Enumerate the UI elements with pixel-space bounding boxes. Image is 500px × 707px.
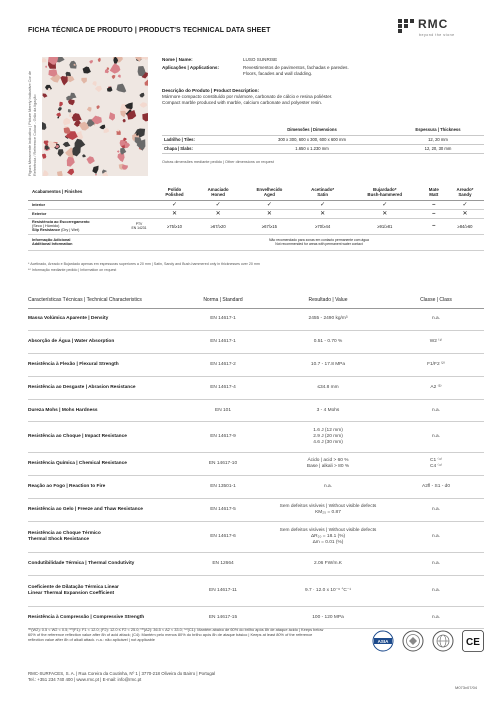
tech-characteristic: Reação ao Fogo | Reaction to Fire [28, 476, 178, 499]
terrazzo-chip [57, 116, 59, 118]
table-row [28, 476, 484, 499]
tech-characteristic: Resistência ao Choque Térmico Thermal Shock Resistance [28, 521, 178, 552]
exterior-mark: ✕ [298, 209, 348, 218]
terrazzo-chip [116, 84, 126, 93]
tech-class: W2 ⁽¹⁾ [388, 331, 484, 354]
tech-characteristic: Coeficiente de Dilatação Térmica Linear Linear Thermal Expansion Coefficient [28, 575, 178, 606]
slip-standard: PTV EN 14231 [124, 218, 154, 234]
terrazzo-chip [67, 169, 74, 175]
terrazzo-chip [104, 128, 110, 133]
tech-characteristic: Resistência à Compressão | Compressive Strength [28, 606, 178, 629]
tech-standard: EN 14617-10 [178, 453, 268, 476]
applications-row [162, 65, 219, 70]
product-sample-image [42, 57, 148, 176]
exterior-mark: ✕ [154, 209, 195, 218]
quality-seal-icon [402, 630, 424, 652]
tech-characteristic: Condutibilidade Térmica | Thermal Condutivity [28, 552, 178, 575]
terrazzo-chip [92, 166, 98, 174]
slip-value: ≥91/≥81 [348, 218, 422, 234]
terrazzo-chip [123, 119, 126, 123]
product-name: LUSO SUNRISE [243, 57, 278, 62]
tech-standard: EN 14617-15 [178, 606, 268, 629]
finishes-note-request: ** Informação mediante pedido | Information on request [28, 268, 117, 272]
terrazzo-chip [42, 58, 47, 63]
terrazzo-chip [87, 107, 92, 112]
terrazzo-chip [76, 131, 83, 140]
brand-name: RMC [418, 17, 449, 31]
exterior-label: Exterior [28, 209, 124, 218]
table-row [28, 453, 484, 476]
tech-standard: EN 101 [178, 399, 268, 422]
tech-characteristic: Resistência ao Gelo | Freeze and Thaw Resistance [28, 499, 178, 522]
product-name-label: Nome | Name: [162, 57, 193, 62]
tech-value: 3 - 4 Mohs [268, 399, 388, 422]
terrazzo-chip [87, 156, 95, 164]
tech-header-class: Classe | Class [388, 292, 484, 308]
exterior-mark: ✕ [348, 209, 422, 218]
tech-class: C1 ⁽⁴⁾ C4 ⁽⁴⁾ [388, 453, 484, 476]
terrazzo-chip [124, 142, 130, 148]
tech-standard: EN 14617-4 [178, 376, 268, 399]
tech-value: 2455 - 2490 kg/m³ [268, 308, 388, 331]
table-row [28, 376, 484, 399]
tech-value: n.a. [268, 476, 388, 499]
terrazzo-chip [64, 127, 71, 134]
terrazzo-chip [59, 102, 63, 107]
dimensions-table [162, 124, 484, 154]
tech-value: 9.7 · 12.0 x 10⁻⁶ °C⁻¹ [268, 575, 388, 606]
table-row [162, 144, 484, 153]
table-row [28, 521, 484, 552]
tech-characteristic: Absorção de Água | Water Absorption [28, 331, 178, 354]
terrazzo-chip [140, 102, 148, 108]
terrazzo-chip [71, 113, 82, 121]
terrazzo-chip [83, 67, 91, 74]
table-row [28, 209, 484, 218]
table-row [28, 552, 484, 575]
terrazzo-chip [95, 174, 97, 176]
certification-badges [372, 630, 484, 662]
company-contact: Tel.: +351 234 740 400 | www.rmc.pt | E-mail: info@rmc.pt [28, 677, 142, 682]
exterior-mark: ✕ [241, 209, 297, 218]
globe-seal-icon [432, 630, 454, 652]
tech-class: A2 ⁽³⁾ [388, 376, 484, 399]
tech-standard: EN 14617-11 [178, 575, 268, 606]
tech-characteristic: Resistência à Flexão | Flexural Strength [28, 354, 178, 377]
interior-mark: ✓ [446, 200, 484, 209]
tech-class: n.a. [388, 422, 484, 453]
description-pt: Mármore compacto constituído por mármore, carbonato de cálcio e resina poliéster. [162, 94, 333, 100]
terrazzo-chip [69, 113, 73, 118]
terrazzo-pattern-image [42, 57, 148, 176]
dim-row-label: Chapa | Slabs: [162, 144, 232, 153]
tech-characteristic: Massa Volúmica Aparente | Density [28, 308, 178, 331]
table-row [28, 234, 484, 250]
rmc-logo-icon [398, 19, 414, 33]
table-row [28, 354, 484, 377]
interior-mark: ✓ [298, 200, 348, 209]
table-row [28, 606, 484, 629]
terrazzo-chip [63, 118, 70, 126]
footnotes: ⁽¹⁾(W2): 0.5 < W2 < 0.5; ⁽²⁾(F1): F1 < 12.0; (F2): 12.0 ≤ F2 < 25.0; ⁽³⁾(A2): 36.5 < A2 < 33.0; ⁽⁴⁾(C1): Mantém abaixo de 60% do brilho após 8h de ataque ácido | Keeps below 60% of the reference reflection value after 8h of acid attack; (C4): Mantém pelo menos 80% do brilho após 8h de ataque básico | Keeps at least 80% of the reference reflection value after 8h of alkali attack. n.a.: não aplicável | not applicable [28, 627, 324, 642]
tech-class: n.a. [388, 521, 484, 552]
table-row [28, 575, 484, 606]
terrazzo-chip [63, 142, 71, 147]
applications-pt: Revestimentos de pavimentos, fachadas e paredes. [243, 65, 349, 70]
table-row [162, 135, 484, 144]
terrazzo-chip [42, 154, 46, 159]
finish-col-1: Amaciado Honed [195, 184, 241, 200]
terrazzo-chip [67, 157, 75, 167]
finishes-note: * Acetinado, Areado e Bujardado apenas em espessuras superiores a 20 mm | Satin, Sandy and Bush-hammered only in thicknesses over 20 mm [28, 262, 260, 266]
terrazzo-chip [72, 146, 80, 157]
terrazzo-chip [56, 113, 61, 118]
tech-standard: EN 14617-6 [178, 521, 268, 552]
dim-row-dim: 1.650 x 1.230 mm [232, 144, 392, 153]
tech-standard: EN 14617-2 [178, 354, 268, 377]
slip-label: Resistência ao Escorregamento (Seco | Húmido) Slip Resistance (Dry | Wet) [28, 218, 124, 234]
terrazzo-chip [68, 109, 71, 112]
technical-table [28, 292, 484, 309]
terrazzo-chip [82, 154, 86, 157]
terrazzo-chip [117, 129, 119, 131]
slip-value: ≥67/≥15 [241, 218, 297, 234]
asia-badge-text: ASIA [377, 638, 389, 644]
dimensions-blank-header [162, 124, 232, 135]
terrazzo-chip [42, 122, 46, 130]
tech-characteristic: Resistência ao Desgaste | Abrasion Resistance [28, 376, 178, 399]
tech-header-characteristics: Características Técnicas | Technical Characteristics [28, 292, 178, 308]
interior-mark: – [422, 200, 446, 209]
table-row [28, 308, 484, 331]
slip-value: ≥70/≥44 [298, 218, 348, 234]
slip-value: ≥75/≥10 [154, 218, 195, 234]
terrazzo-chip [109, 112, 115, 120]
description-en: Compact marble produced with marble, calcium carbonate and polyester resin. [162, 100, 323, 106]
terrazzo-chip [117, 150, 120, 152]
interior-label: Interior [28, 200, 124, 209]
tech-header-standard: Norma | Standard [178, 292, 268, 308]
terrazzo-chip [98, 58, 101, 62]
description-label: Descrição do Produto | Product Description: [162, 88, 260, 93]
terrazzo-chip [99, 125, 105, 130]
tech-standard: EN 12664 [178, 552, 268, 575]
table-row [28, 422, 484, 453]
tech-value: 2.06 FW/m.K [268, 552, 388, 575]
terrazzo-chip [58, 107, 62, 111]
thickness-header: Espessura | Thickness [392, 124, 484, 135]
technical-rows [28, 308, 484, 629]
other-dimensions-note: Outras dimensões mediante pedido | Other dimensions on request [162, 160, 274, 164]
terrazzo-chip [89, 60, 93, 64]
terrazzo-chip [43, 93, 48, 97]
terrazzo-chip [60, 76, 67, 86]
tech-class: n.a. [388, 499, 484, 522]
exterior-mark: ✕ [446, 209, 484, 218]
terrazzo-chip [92, 81, 96, 86]
slip-value: – [422, 218, 446, 234]
tech-value: Sem defeitos visíveis | Without visible defects KM₂₅ = 0.87 [268, 499, 388, 522]
tech-value: ≤34.8 mm [268, 376, 388, 399]
tech-class: n.a. [388, 308, 484, 331]
interior-mark: ✓ [348, 200, 422, 209]
company-footer [28, 671, 215, 683]
dimensions-header: Dimensões | Dimensions [232, 124, 392, 135]
terrazzo-chip [81, 78, 87, 84]
tech-class: A2fl - S1 - d0 [388, 476, 484, 499]
table-row [28, 399, 484, 422]
tech-characteristic: Resistência Química | Chemical Resistance [28, 453, 178, 476]
tech-value: 0.51 - 0.70 % [268, 331, 388, 354]
terrazzo-chip [145, 57, 148, 60]
tech-standard: EN 13501-1 [178, 476, 268, 499]
exterior-mark: ✕ [195, 209, 241, 218]
exterior-mark: – [422, 209, 446, 218]
terrazzo-chip [95, 86, 102, 92]
slip-value: ≥84/≥60 [446, 218, 484, 234]
tech-class: n.a. [388, 399, 484, 422]
applications-text [243, 65, 349, 77]
tech-value: 100 - 120 MPa [268, 606, 388, 629]
finish-col-5: Mate Matt [422, 184, 446, 200]
table-row [28, 200, 484, 209]
finish-col-6: Areado* Sandy [446, 184, 484, 200]
tech-characteristic: Resistência ao Choque | Impact Resistance [28, 422, 178, 453]
terrazzo-chip [45, 66, 47, 68]
finish-col-0: Polido Polished [154, 184, 195, 200]
dim-row-label: Ladrilho | Tiles: [162, 135, 232, 144]
applications-en: Floors, facades and wall cladding. [243, 71, 313, 76]
tech-standard: EN 14617-1 [178, 308, 268, 331]
applications-label: Aplicações | Applications: [162, 65, 220, 70]
terrazzo-chip [110, 63, 121, 74]
terrazzo-chip [120, 111, 126, 118]
tech-value: 1.6 J (12 mm) 2.9 J (20 mm) 4.6 J (30 mm) [268, 422, 388, 453]
terrazzo-chip [97, 105, 100, 109]
dim-row-dim: 300 x 300, 600 x 300, 600 x 600 mm [232, 135, 392, 144]
tech-value: Ácido | acid > 60 % Base | alkali > 80 % [268, 453, 388, 476]
terrazzo-chip [112, 75, 116, 79]
terrazzo-chip [57, 171, 63, 176]
terrazzo-chip [145, 80, 149, 86]
terrazzo-chip [107, 87, 113, 92]
interior-mark: ✓ [241, 200, 297, 209]
tech-class: n.a. [388, 552, 484, 575]
tech-standard: EN 14617-5 [178, 499, 268, 522]
table-row [28, 218, 484, 234]
interior-mark: ✓ [195, 200, 241, 209]
tech-standard: EN 14617-9 [178, 422, 268, 453]
tech-characteristic: Dureza Mohs | Mohs Hardness [28, 399, 178, 422]
additional-info-label: Informação Adicional Additional Information [28, 234, 124, 250]
table-row [28, 499, 484, 522]
tech-value: Sem defeitos visíveis | Without visible defects ΔR₂₀ = 18.1 (%) Δm = 0.01 (%) [268, 521, 388, 552]
slip-value: ≥67/≥20 [195, 218, 241, 234]
photo-caption: Figura Meramente Indicativa | Picture Merely Indicative Cor de Referência / Reference Colour - Grão da ligação [28, 70, 37, 176]
interior-mark: ✓ [154, 200, 195, 209]
product-name-row [162, 57, 193, 62]
tech-standard: EN 14617-1 [178, 331, 268, 354]
page-title: FICHA TÉCNICA DE PRODUTO | PRODUCT'S TECHNICAL DATA SHEET [28, 27, 271, 34]
company-address: RMC-SURFACES, S. A. | Rua Coreira da Coutinha, Nº 1 | 3770-218 Oliveira do Bairro | Portugal [28, 671, 216, 676]
ce-mark-text: CE [466, 637, 480, 648]
terrazzo-chip [117, 153, 124, 163]
terrazzo-chip [118, 75, 121, 78]
finishes-std-header [124, 184, 154, 200]
description-block [162, 88, 332, 107]
terrazzo-chip [58, 149, 64, 157]
tech-class: n.a. [388, 606, 484, 629]
ce-mark-icon [462, 630, 484, 652]
terrazzo-chip [142, 113, 148, 122]
finish-col-4: Bujardado* Bush-hammered [348, 184, 422, 200]
terrazzo-chip [123, 138, 127, 141]
terrazzo-chip [43, 170, 49, 176]
asia-badge-icon [372, 630, 394, 652]
tech-class: F1/F2 ⁽²⁾ [388, 354, 484, 377]
finishes-header: Acabamentos | Finishes [28, 184, 124, 200]
tech-class: n.a. [388, 575, 484, 606]
document-reference: M073v07/04 [455, 685, 478, 690]
dim-row-thick: 12, 20, 30 mm [392, 144, 484, 153]
terrazzo-chip [139, 93, 144, 98]
finishes-table [28, 184, 484, 251]
tech-value: 10.7 - 17.8 MPa [268, 354, 388, 377]
brand-logo [398, 16, 480, 46]
terrazzo-chip [67, 76, 75, 82]
additional-info-text: Não recomendado para zonas em contacto permanente com água Not recommended for areas with permanent water contact [154, 234, 484, 250]
terrazzo-chip [135, 137, 143, 145]
tech-header-value: Resultado | Value [268, 292, 388, 308]
brand-tagline: beyond the stone [419, 33, 455, 37]
table-row [28, 331, 484, 354]
finish-col-3: Acetinado* Satin [298, 184, 348, 200]
finish-col-2: Envelhecido Aged [241, 184, 297, 200]
dim-row-thick: 12, 20 mm [392, 135, 484, 144]
